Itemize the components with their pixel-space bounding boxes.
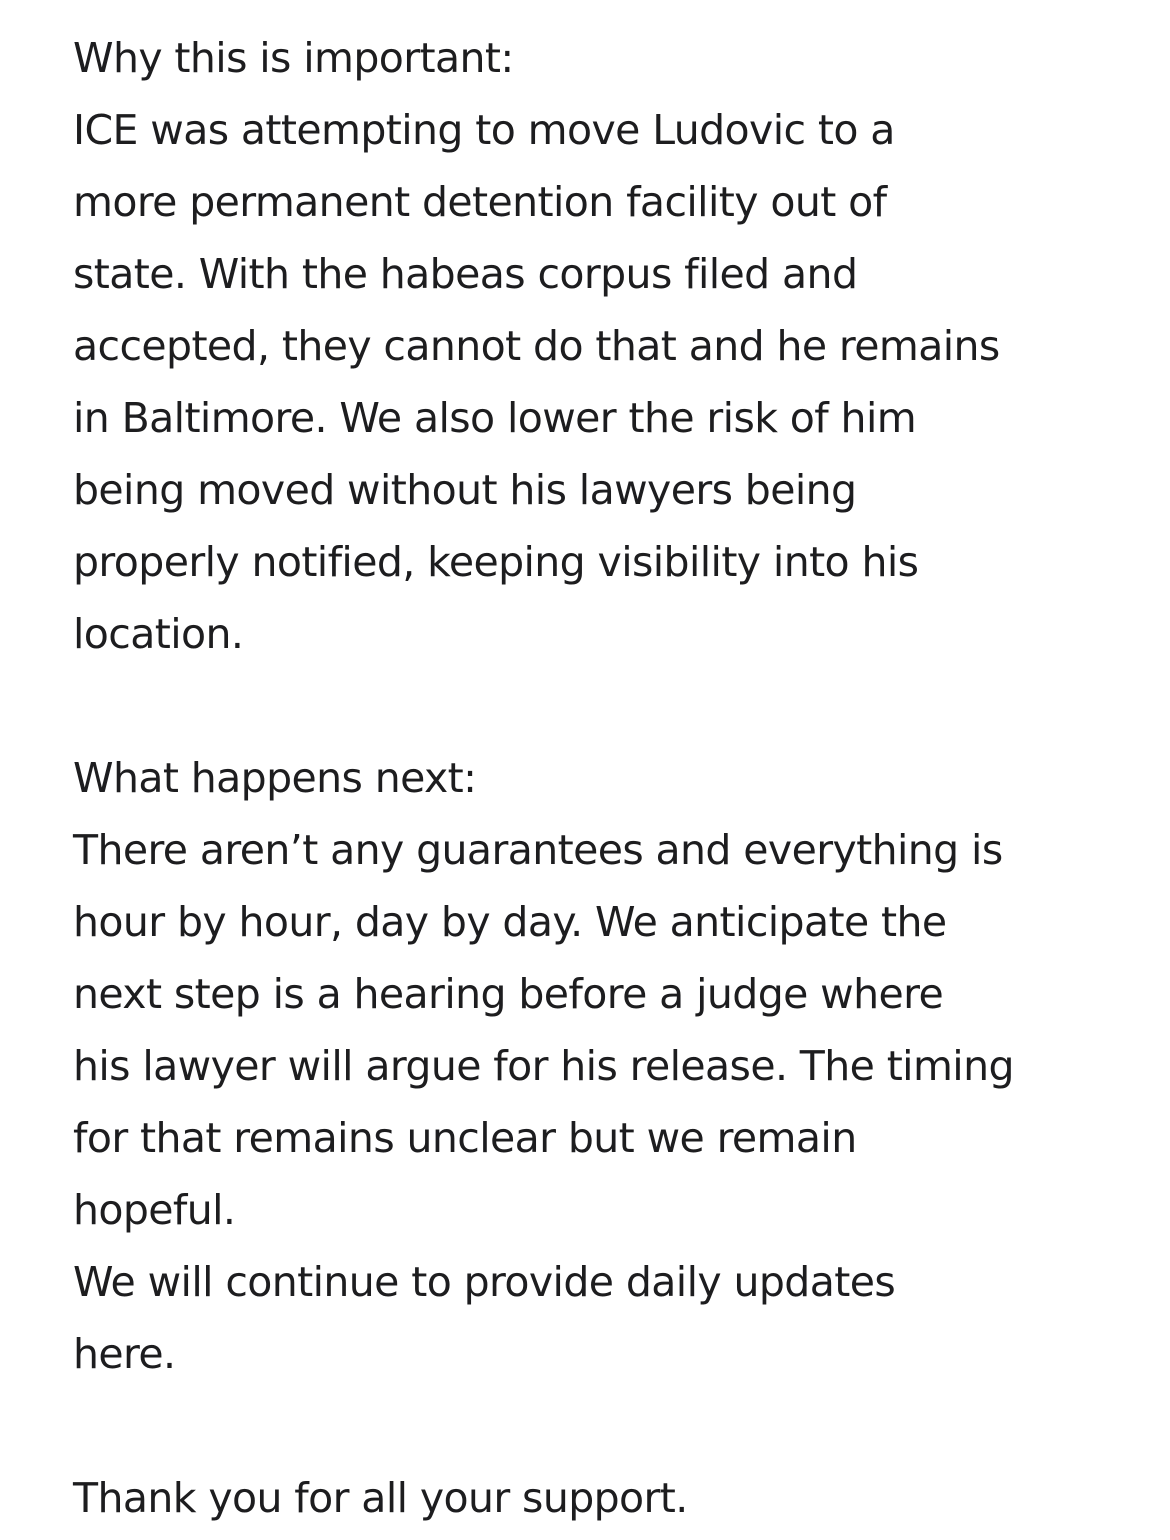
paragraph-line: hour by hour, day by day. We anticipate the — [73, 898, 947, 946]
message-body — [73, 22, 1133, 1534]
paragraph-line: hopeful. — [73, 1186, 236, 1234]
paragraph-line: state. With the habeas corpus filed and — [73, 250, 858, 298]
paragraph-line: being moved without his lawyers being — [73, 466, 857, 514]
closing-line: Thank you for all your support. — [73, 1474, 688, 1522]
paragraph-line: We will continue to provide daily updates — [73, 1258, 896, 1306]
paragraph-line: his lawyer will argue for his release. The timing — [73, 1042, 1014, 1090]
section-why-important — [73, 22, 1133, 670]
paragraph-line: next step is a hearing before a judge where — [73, 970, 944, 1018]
paragraph-line: more permanent detention facility out of — [73, 178, 887, 226]
spacer — [73, 1390, 1133, 1462]
spacer — [73, 670, 1133, 742]
paragraph-line: for that remains unclear but we remain — [73, 1114, 857, 1162]
paragraph-line: There aren’t any guarantees and everything is — [73, 826, 1003, 874]
section-heading: Why this is important: — [73, 34, 514, 82]
paragraph-line: location. — [73, 610, 244, 658]
paragraph-line: here. — [73, 1330, 176, 1378]
section-heading: What happens next: — [73, 754, 477, 802]
paragraph-line: ICE was attempting to move Ludovic to a — [73, 106, 895, 154]
paragraph-line: accepted, they cannot do that and he remains — [73, 322, 1000, 370]
section-what-happens-next — [73, 742, 1133, 1390]
paragraph-line: properly notified, keeping visibility into his — [73, 538, 919, 586]
paragraph-line: in Baltimore. We also lower the risk of him — [73, 394, 917, 442]
